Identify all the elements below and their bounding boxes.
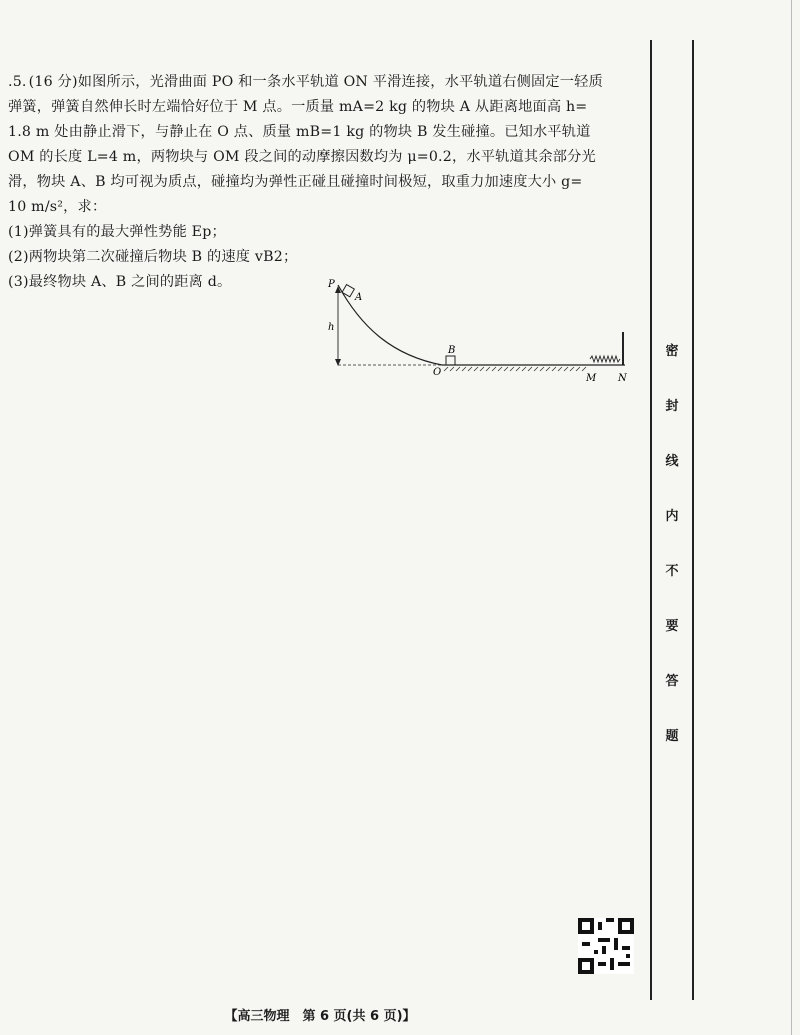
question-score: (16 分): [28, 74, 78, 90]
qr-code-icon[interactable]: [578, 918, 634, 974]
page-footer: 【高三物理 第 6 页(共 6 页)】: [224, 1009, 416, 1024]
question-line-1: [8, 70, 636, 95]
seal-char-2: 封: [665, 399, 679, 414]
question-line-4: OM 的长度 L=4 m，两物块与 OM 段之间的动摩擦因数均为 μ=0.2，水平轨道其余部分光: [8, 149, 596, 165]
seal-char-7: 答: [665, 674, 679, 689]
binding-seal-column: [650, 40, 694, 1000]
question-text-1: 如图所示，光滑曲面 PO 和一条水平轨道 ON 平滑连接，水平轨道右侧固定一轻质: [77, 74, 603, 90]
label-n: N: [618, 373, 627, 384]
label-b: B: [448, 345, 456, 356]
track-hatching: [444, 367, 586, 371]
label-a: A: [355, 292, 363, 303]
sub-question-2: (2)两物块第二次碰撞后物块 B 的速度 vB2；: [8, 249, 298, 265]
question-line-6: 10 m/s²，求：: [8, 199, 107, 215]
block-b: [446, 356, 455, 365]
label-m: M: [586, 373, 597, 384]
question-line-5: 滑，物块 A、B 均可视为质点，碰撞均为弹性正碰且碰撞时间极短，取重力加速度大小 g=: [8, 174, 583, 190]
spring: [590, 356, 620, 362]
seal-char-6: 要: [665, 619, 679, 634]
page-edge-line: [791, 0, 792, 1035]
physics-diagram: [320, 275, 640, 390]
sub-question-3: (3)最终物块 A、B 之间的距离 d。: [8, 274, 232, 290]
sub-question-1: (1)弹簧具有的最大弹性势能 Ep；: [8, 224, 226, 240]
question-block: [8, 70, 636, 295]
seal-char-1: 密: [665, 344, 679, 359]
question-number: .5.: [8, 74, 27, 90]
seal-char-5: 不: [665, 564, 679, 579]
label-h: h: [328, 322, 335, 333]
label-o: O: [433, 367, 442, 378]
seal-char-3: 线: [665, 454, 679, 469]
seal-text: [652, 340, 692, 744]
question-line-2: 弹簧，弹簧自然伸长时左端恰好位于 M 点。一质量 mA=2 kg 的物块 A 从距离地面高 h=: [8, 99, 588, 115]
seal-char-4: 内: [665, 509, 679, 524]
seal-char-8: 题: [665, 729, 679, 744]
curved-surface: [338, 285, 442, 365]
label-p: P: [328, 279, 335, 290]
question-line-3: 1.8 m 处由静止滑下，与静止在 O 点、质量 mB=1 kg 的物块 B 发生碰撞。已知水平轨道: [8, 124, 591, 140]
